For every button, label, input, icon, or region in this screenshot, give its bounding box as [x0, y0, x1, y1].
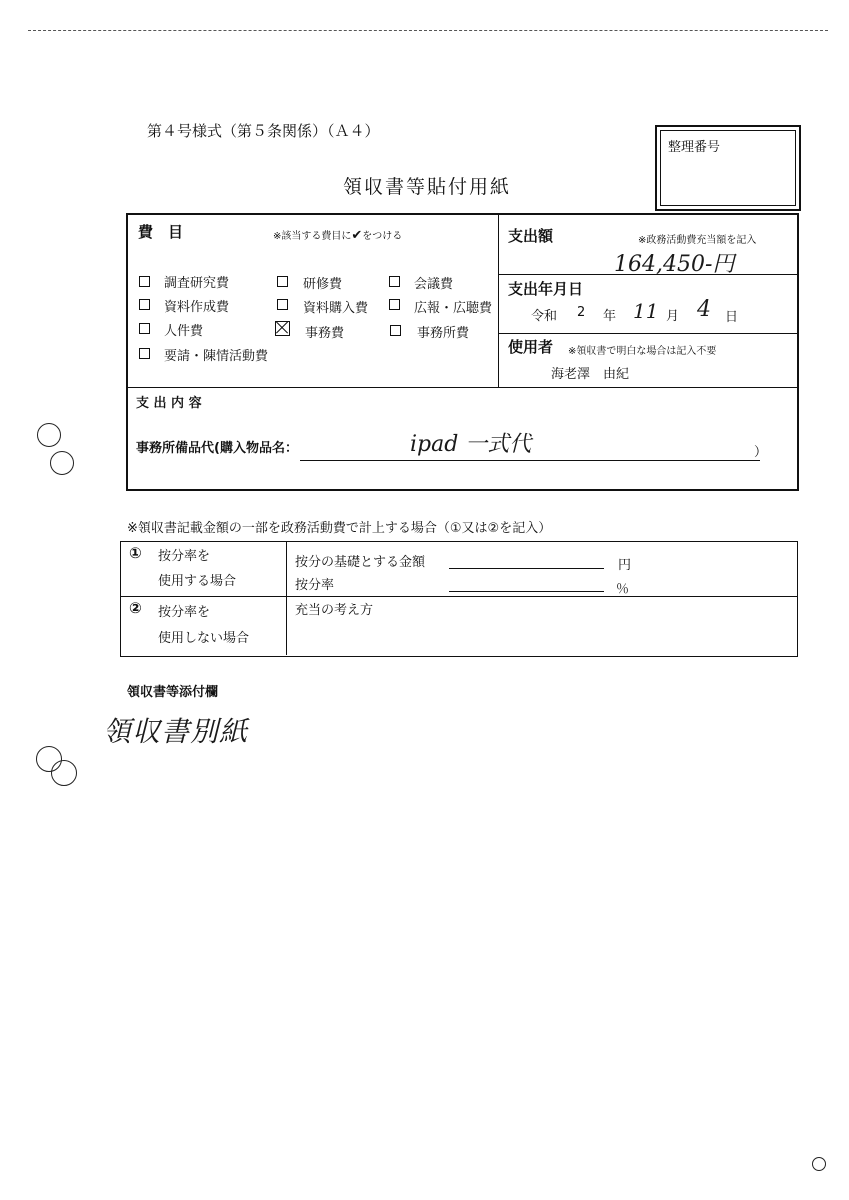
date-month-unit: 月 — [666, 309, 680, 324]
rate-field[interactable] — [449, 591, 604, 592]
checkbox-research[interactable] — [139, 276, 150, 287]
expense-note-prefix: ※該当する費目に — [273, 231, 352, 242]
checkbox-publicity[interactable] — [389, 299, 400, 310]
row1-number: ① — [129, 544, 142, 562]
reference-number-box[interactable] — [655, 125, 801, 211]
row2-label-2: 使用しない場合 — [158, 631, 250, 646]
allocation-table — [120, 541, 798, 657]
form-id: 第４号様式（第５条関係）（Ａ４） — [147, 122, 380, 140]
date-heading: 支出年月日 — [508, 280, 584, 298]
punch-hole-icon — [51, 760, 77, 786]
label-training: 研修費 — [303, 277, 343, 292]
date-year-unit: 年 — [603, 309, 617, 324]
reason-label: 充当の考え方 — [295, 603, 374, 618]
rate-unit: ％ — [616, 582, 630, 597]
user-heading: 使用者 — [508, 338, 554, 356]
punch-hole-icon — [37, 423, 61, 447]
content-value[interactable]: ipad 一式代 — [410, 432, 532, 457]
date-era: 令和 — [531, 309, 558, 324]
label-document-purchase: 資料購入費 — [303, 301, 369, 316]
checkbox-petition[interactable] — [139, 348, 150, 359]
top-dashed-border — [28, 30, 828, 31]
label-petition: 要請・陳情活動費 — [164, 349, 269, 364]
base-amount-field[interactable] — [449, 568, 604, 569]
row1-label-2: 使用する場合 — [158, 574, 237, 589]
content-underline — [300, 460, 760, 461]
date-day[interactable]: 4 — [697, 297, 711, 322]
check-mark-icon: ✔ — [351, 228, 363, 243]
date-divider — [498, 333, 799, 334]
checkbox-meeting[interactable] — [389, 276, 400, 287]
base-amount-label: 按分の基礎とする金額 — [295, 555, 426, 570]
checkbox-office-supplies[interactable] — [275, 321, 290, 336]
label-office-rent: 事務所費 — [417, 326, 470, 341]
date-day-unit: 日 — [725, 310, 739, 325]
expense-heading: 費 目 — [138, 223, 184, 241]
amount-value[interactable]: 164,450-円 — [614, 252, 735, 277]
date-month[interactable]: 11 — [633, 299, 659, 323]
row1-label-1: 按分率を — [158, 549, 211, 564]
user-note: ※領収書で明白な場合は記入不要 — [568, 346, 717, 357]
label-personnel: 人件費 — [164, 324, 204, 339]
label-publicity: 広報・広聴費 — [414, 301, 493, 316]
label-office-supplies: 事務費 — [305, 326, 345, 341]
row2-label-1: 按分率を — [158, 605, 211, 620]
expense-note — [273, 227, 402, 243]
checkbox-document-purchase[interactable] — [277, 299, 288, 310]
label-document-creation: 資料作成費 — [164, 300, 230, 315]
allocation-note: ※領収書記載金額の一部を政務活動費で計上する場合（①又は②を記入） — [127, 521, 552, 536]
punch-hole-icon — [50, 451, 74, 475]
rate-label: 按分率 — [295, 578, 335, 593]
checkbox-personnel[interactable] — [139, 323, 150, 334]
content-divider — [128, 387, 799, 388]
checkbox-training[interactable] — [277, 276, 288, 287]
attachment-handwritten[interactable]: 領収書別紙 — [103, 715, 249, 748]
attachment-heading: 領収書等添付欄 — [127, 685, 219, 700]
main-form — [126, 213, 799, 491]
expense-divider — [498, 215, 499, 388]
allocation-row-divider — [121, 596, 797, 597]
punch-hole-icon — [812, 1157, 826, 1171]
checkbox-office-rent[interactable] — [390, 325, 401, 336]
content-heading: 支 出 内 容 — [136, 396, 202, 411]
row2-number: ② — [129, 599, 142, 617]
reference-number-label: 整理番号 — [668, 140, 721, 155]
amount-heading: 支出額 — [508, 227, 554, 245]
content-label: 事務所備品代(購入物品名： — [136, 441, 298, 456]
page-title: 領収書等貼付用紙 — [343, 176, 512, 198]
user-name[interactable]: 海老澤 由紀 — [551, 367, 630, 382]
base-amount-unit: 円 — [618, 558, 632, 573]
content-close: ） — [754, 445, 768, 460]
label-meeting: 会議費 — [414, 277, 454, 292]
expense-note-suffix: をつける — [362, 231, 403, 242]
amount-note: ※政務活動費充当額を記入 — [638, 235, 757, 246]
label-research: 調査研究費 — [164, 276, 230, 291]
date-year[interactable]: 2 — [577, 305, 586, 320]
checkbox-document-creation[interactable] — [139, 299, 150, 310]
allocation-divider — [286, 542, 287, 655]
